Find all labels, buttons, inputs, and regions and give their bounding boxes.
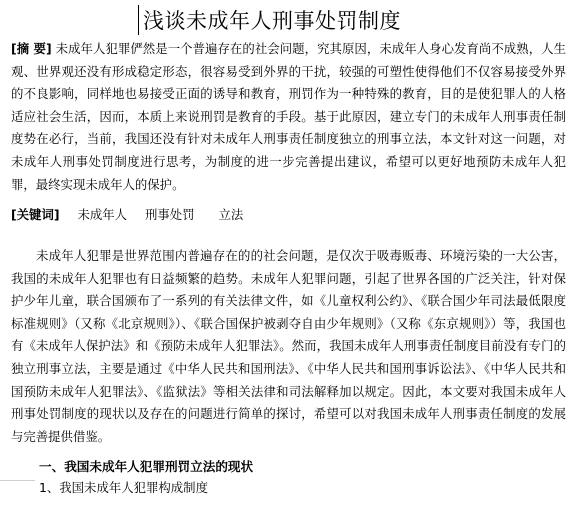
body-paragraph[interactable]: 未成年人犯罪是世界范围内普遍存在的的社会问题，是仅次于吸毒贩毒、环境污染的一大公害，我国的未成年人犯罪也有日益频繁的趋势。未成年人犯罪问题，引起了世界各国的广泛关注，针对保护少年儿童，联合国颁布了一系列的有关法律文件，如《儿童权利公约》、《联合国少年司法最低限度标准规则》（又称《北京规则》）、《联合国保护被剥夺自由少年规则》（又称《东京规则》）等，我国也有《未成年人保护法》和《预防未成年人犯罪法》。然而，我国未成年人刑事责任制度目前没有专门的独立刑事立法，主要是通过《中华人民共和国刑法》、《中华人民共和国刑事诉讼法》、《中华人民共和国预防未成年人犯罪法》、《监狱法》等相关法律和司法解释加以规定。因此，本文要对我国未成年人刑事处罚制度的现状以及存在的问题进行简单的探讨，希望可以对我国未成年人刑事责任制度的发展与完善提供借鉴。 <box>11 248 566 444</box>
margin-guide-line <box>0 480 35 481</box>
title-line <box>138 4 401 36</box>
right-edge <box>566 0 572 505</box>
text-cursor <box>138 5 139 35</box>
keyword-1: 未成年人 <box>77 207 128 222</box>
keyword-3: 立法 <box>218 207 244 222</box>
keyword-2: 刑事处罚 <box>144 207 195 222</box>
keywords-paragraph[interactable] <box>11 204 566 227</box>
document-title[interactable]: 浅谈未成年人刑事处罚制度 <box>143 9 401 33</box>
subsection-heading[interactable]: 1、我国未成年人犯罪构成制度 <box>39 480 208 495</box>
abstract-paragraph[interactable] <box>11 38 566 196</box>
abstract-tag: [摘 要] <box>11 41 52 56</box>
abstract-text: 未成年人犯罪俨然是一个普遍存在的社会问题，究其原因，未成年人身心发育尚不成熟，人生观、世界观还没有形成稳定形态，很容易受到外界的干扰，较强的可塑性使得他们不仅容易接受外界的不良影响，同样地也易接受正面的诱导和教育，刑罚作为一种特殊的教育，目的是使犯罪人的人格适应社会生活，因而，本质上来说刑罚是教育的手段。基于此原因，建立专门的未成年人刑事责任制度势在必行，当前，我国还没有针对未成年人刑事责任制度独立的刑事立法，本文针对这一问题，对未成年人刑事处罚制度进行思考，为制度的进一步完善提出建议，希望可以更好地预防未成年人犯罪，最终实现未成年人的保护。 <box>11 41 566 192</box>
keywords-tag: [关键词] <box>11 207 60 222</box>
section-heading[interactable]: 一、我国未成年人犯罪刑罚立法的现状 <box>39 459 254 474</box>
